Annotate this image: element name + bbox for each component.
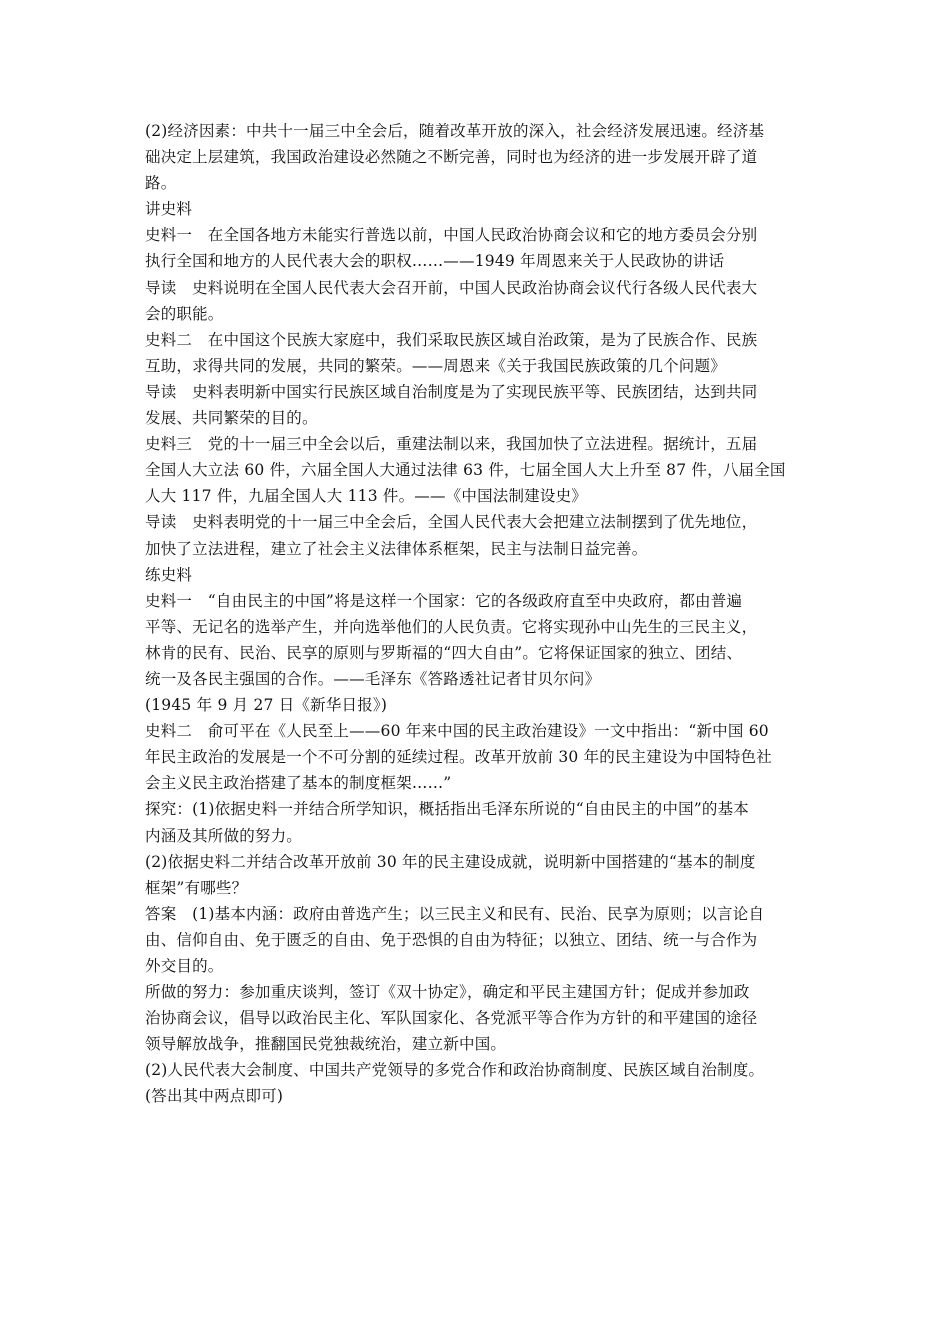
text-line: 框架”有哪些？ [145,878,248,897]
text-line: 全国人大立法 60 件，六届全国人大通过法律 63 件，七届全国人大上升至 87 件，八届全国 [145,461,786,480]
text-line: 平等、无记名的选举产生，并向选举他们的人民负责。它将实现孙中山先生的三民主义， [145,617,758,636]
text-line: 人大 117 件，九届全国人大 113 件。——《中国法制建设史》 [145,487,587,506]
text-line: 答案 (1)基本内涵：政府由普选产生；以三民主义和民有、民治、民享为原则；以言论自 [145,904,765,923]
text-line: (答出其中两点即可) [145,1087,284,1106]
text-line: 史料一 “自由民主的中国”将是这样一个国家：它的各级政府直至中央政府，都由普遍 [145,591,743,610]
text-line: 领导解放战争，推翻国民党独裁统治，建立新中国。 [145,1035,507,1054]
document-body [145,118,810,1110]
text-line: 导读 史料表明党的十一届三中全会后，全国人民代表大会把建立法制摆到了优先地位， [145,513,758,532]
text-line: 内涵及其所做的努力。 [145,826,303,845]
text-line: 加快了立法进程，建立了社会主义法律体系框架，民主与法制日益完善。 [145,539,648,558]
text-line: 林肯的民有、民治、民享的原则与罗斯福的“四大自由”。它将保证国家的独立、团结、 [145,643,743,662]
text-line: 执行全国和地方的人民代表大会的职权……——1949 年周恩来关于人民政协的讲话 [145,252,725,271]
text-line: 史料一 在全国各地方未能实行普选以前，中国人民政治协商会议和它的地方委员会分别 [145,226,758,245]
text-line: 会的职能。 [145,304,224,323]
text-line: 史料二 在中国这个民族大家庭中，我们采取民族区域自治政策，是为了民族合作、民族 [145,330,758,349]
text-line: 互助，求得共同的发展，共同的繁荣。——周恩来《关于我国民族政策的几个问题》 [145,356,726,375]
text-line: 发展、共同繁荣的目的。 [145,409,318,428]
text-line: (2)依据史料二并结合改革开放前 30 年的民主建设成就，说明新中国搭建的“基本的制度 [145,852,756,871]
text-line: (2)经济因素：中共十一届三中全会后，随着改革开放的深入，社会经济发展迅速。经济基 [145,122,765,140]
section-heading: 讲史料 [145,200,193,219]
text-line: 路。 [145,174,177,193]
text-line: (1945 年 9 月 27 日《新华日报》) [145,696,388,715]
text-line: 导读 史料说明在全国人民代表大会召开前，中国人民政治协商会议代行各级人民代表大 [145,278,758,297]
text-line: 会主义民主政治搭建了基本的制度框架……” [145,774,452,793]
text-line: (2)人民代表大会制度、中国共产党领导的多党合作和政治协商制度、民族区域自治制度。 [145,1061,765,1080]
text-line: 史料三 党的十一届三中全会以后，重建法制以来，我国加快了立法进程。据统计，五届 [145,435,758,454]
text-line: 导读 史料表明新中国实行民族区域自治制度是为了实现民族平等、民族团结，达到共同 [145,382,758,401]
text-line: 外交目的。 [145,957,224,975]
text-line: 由、信仰自由、免于匮乏的自由、免于恐惧的自由为特征；以独立、团结、统一与合作为 [145,930,758,949]
text-line: 所做的努力：参加重庆谈判，签订《双十协定》，确定和平民主建国方针；促成并参加政 [145,983,750,1002]
section-heading: 练史料 [145,565,193,584]
text-line: 础决定上层建筑，我国政治建设必然随之不断完善，同时也为经济的进一步发展开辟了道 [145,148,758,167]
text-line: 统一及各民主强国的合作。——毛泽东《答路透社记者甘贝尔问》 [145,669,601,688]
text-line: 探究：(1)依据史料一并结合所学知识，概括指出毛泽东所说的“自由民主的中国”的基本 [145,800,750,819]
text-line: 史料二 俞可平在《人民至上——60 年来中国的民主政治建设》一文中指出：“新中国 60 [145,722,769,741]
text-line: 年民主政治的发展是一个不可分割的延续过程。改革开放前 30 年的民主建设为中国特色社 [145,748,772,767]
text-line: 治协商会议，倡导以政治民主化、军队国家化、各党派平等合作为方针的和平建国的途径 [145,1009,758,1028]
